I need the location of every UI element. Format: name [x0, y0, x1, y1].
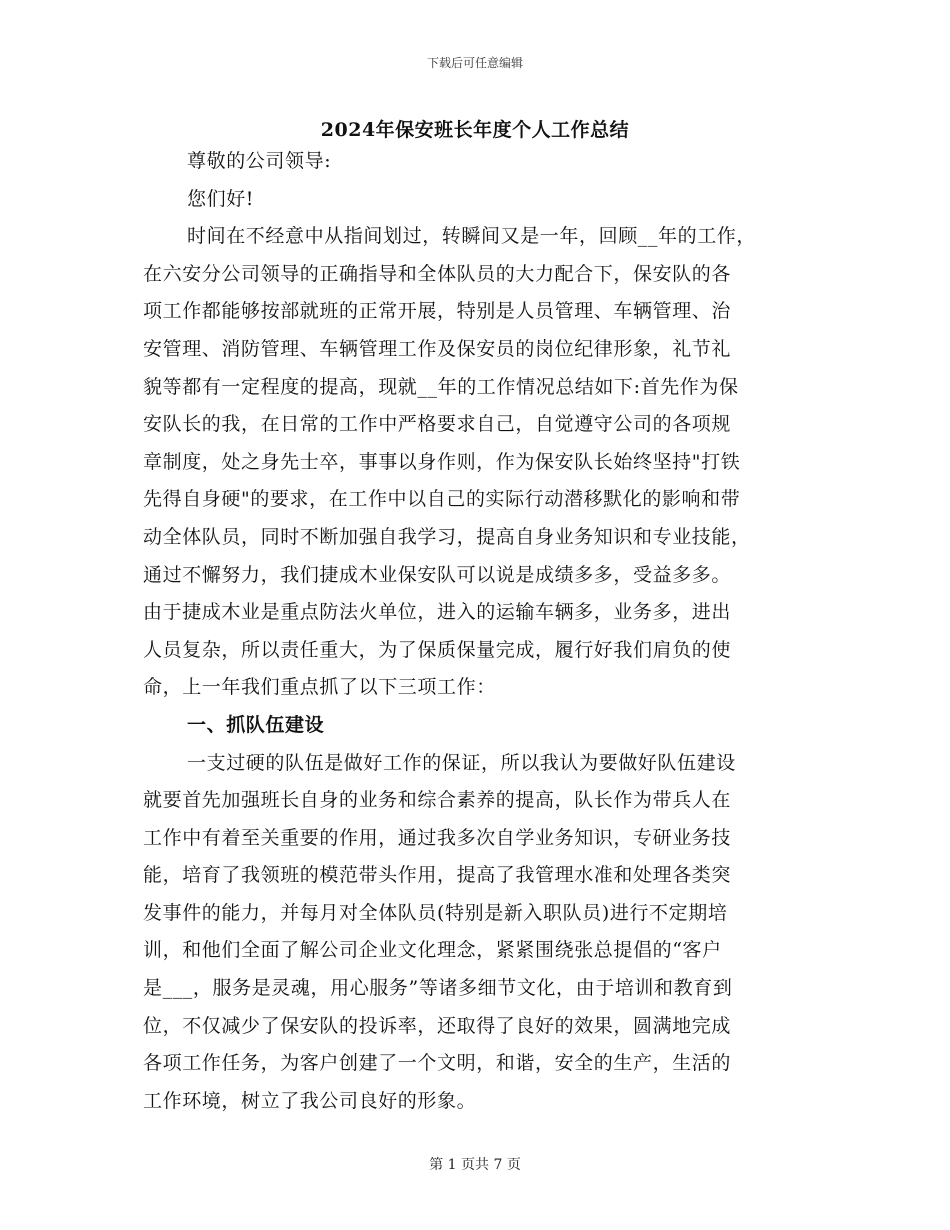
paragraph-line: 一支过硬的队伍是做好工作的保证，所以我认为要做好队伍建设 — [187, 751, 736, 774]
paragraph-line: 貌等都有一定程度的提高，现就__年的工作情况总结如下:首先作为保 — [143, 375, 739, 398]
page-number: 1 — [447, 1157, 457, 1173]
paragraph-line: 安管理、消防管理、车辆管理工作及保安员的岗位纪律形象，礼节礼 — [143, 337, 732, 360]
paragraph-line: 工作环境，树立了我公司良好的形象。 — [143, 1089, 477, 1112]
paragraph-line: 先得自身硬"的要求，在工作中以自己的实际行动潜移默化的影响和带 — [143, 488, 741, 511]
page-footer — [0, 1154, 950, 1174]
paragraph-line: 时间在不经意中从指间划过，转瞬间又是一年，回顾__年的工作， — [187, 225, 757, 248]
greeting: 您们好! — [187, 187, 255, 210]
paragraph-line: 各项工作任务，为客户创建了一个文明，和谐，安全的生产，生活的 — [143, 1052, 732, 1075]
paragraph-line: 由于捷成木业是重点防法火单位，进入的运输车辆多，业务多，进出 — [143, 601, 732, 624]
page-total: 7 — [493, 1157, 503, 1173]
paragraph-line: 人员复杂，所以责任重大，为了保质保量完成，履行好我们肩负的使 — [143, 638, 732, 661]
paragraph-line: 通过不懈努力，我们捷成木业保安队可以说是成绩多多，受益多多。 — [143, 563, 732, 586]
paragraph-line: 在六安分公司领导的正确指导和全体队员的大力配合下，保安队的各 — [143, 262, 732, 285]
paragraph-line: 项工作都能够按部就班的正常开展，特别是人员管理、车辆管理、治 — [143, 300, 732, 323]
header-note: 下载后可任意编辑 — [426, 56, 523, 70]
footer-prefix: 第 — [429, 1157, 444, 1173]
paragraph-line: 工作中有着至关重要的作用，通过我多次自学业务知识，专研业务技 — [143, 826, 732, 849]
paragraph-line: 是___，服务是灵魂，用心服务”等诸多细节文化，由于培训和教育到 — [143, 977, 733, 1000]
paragraph-line: 章制度，处之身先士卒，事事以身作则，作为保安队长始终坚持"打铁 — [143, 450, 741, 473]
footer-suffix: 页 — [506, 1157, 521, 1173]
section-heading: 一、抓队伍建设 — [187, 713, 325, 736]
document-body — [143, 143, 809, 1120]
paragraph-line: 发事件的能力，并每月对全体队员(特别是新入职队员)进行不定期培 — [143, 901, 728, 924]
paragraph-line: 命，上一年我们重点抓了以下三项工作： — [143, 676, 496, 699]
paragraph-line: 训，和他们全面了解公司企业文化理念，紧紧围绕张总提倡的“客户 — [143, 939, 722, 962]
document-title: 2024年保安班长年度个人工作总结 — [320, 119, 630, 141]
footer-middle: 页共 — [461, 1157, 489, 1173]
paragraph-line: 就要首先加强班长自身的业务和综合素养的提高，队长作为带兵人在 — [143, 789, 732, 812]
salutation: 尊敬的公司领导: — [187, 150, 332, 172]
paragraph-line: 安队长的我，在日常的工作中严格要求自己，自觉遵守公司的各项规 — [143, 413, 732, 436]
paragraph-line: 能，培育了我领班的模范带头作用，提高了我管理水准和处理各类突 — [143, 864, 732, 887]
paragraph-line: 位，不仅减少了保安队的投诉率，还取得了良好的效果，圆满地完成 — [143, 1014, 732, 1037]
paragraph-line: 动全体队员，同时不断加强自我学习，提高自身业务知识和专业技能， — [143, 525, 751, 548]
